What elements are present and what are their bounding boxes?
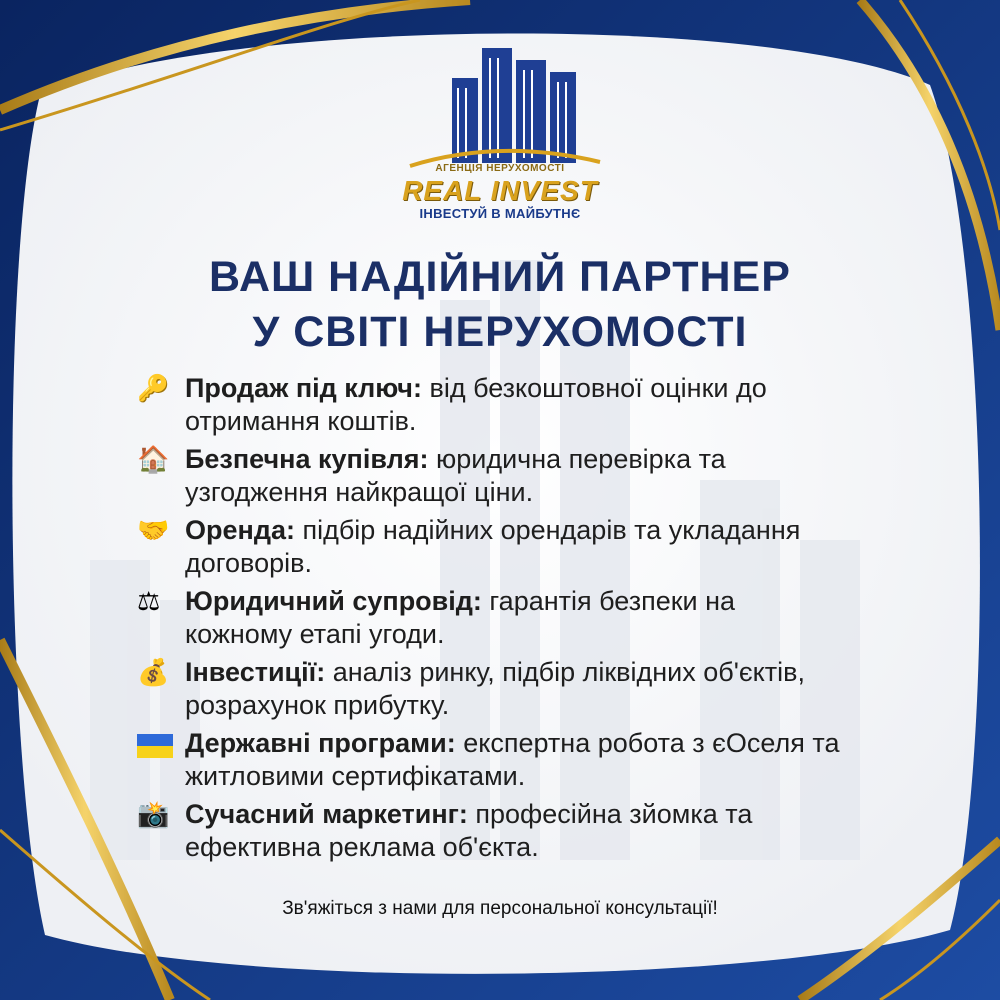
service-item-investments [137, 656, 967, 722]
service-item-marketing [137, 798, 967, 864]
scales-icon: ⚖ [137, 587, 161, 617]
service-text: підбір надійних орендарів та укладання [294, 515, 801, 545]
logo [390, 38, 610, 228]
service-item-state-programs [137, 727, 967, 793]
service-text: від безкоштовної оцінки до [421, 373, 767, 403]
service-text: аналіз ринку, підбір ліквідних об'єктів, [325, 657, 805, 687]
service-text-cont: розрахунок прибутку. [185, 690, 450, 720]
service-text-cont: узгодження найкращої ціни. [185, 477, 534, 507]
logo-brand: REAL INVEST [402, 175, 598, 206]
service-text: гарантія безпеки на [481, 586, 736, 616]
service-text-cont: кожному етапі угоди. [185, 619, 445, 649]
service-item-sale [137, 372, 967, 438]
service-text: професійна зйомка та [467, 799, 753, 829]
buildings-logo-icon [390, 38, 610, 168]
service-title: Юридичний супровід: [185, 586, 482, 616]
service-title: Продаж під ключ: [185, 373, 422, 403]
service-item-legal [137, 585, 967, 651]
logo-tagline: ІНВЕСТУЙ В МАЙБУТНЄ [419, 206, 581, 221]
headline-line-1: ВАШ НАДІЙНИЙ ПАРТНЕР [209, 253, 791, 301]
ukraine-flag-icon [137, 729, 177, 759]
house-icon: 🏠 [137, 445, 170, 475]
service-item-rent [137, 514, 967, 580]
service-text-cont: житловими сертифікатами. [185, 761, 526, 791]
contact-cta: Зв'яжіться з нами для персональної консультації! [282, 898, 718, 919]
service-text-cont: отримання коштів. [185, 406, 417, 436]
service-title: Державні програми: [185, 728, 456, 758]
service-title: Оренда: [185, 515, 295, 545]
service-text: експертна робота з єОселя та [455, 728, 840, 758]
camera-icon: 📸 [137, 800, 170, 830]
service-text: юридична перевірка та [428, 444, 726, 474]
service-item-purchase [137, 443, 967, 509]
services-list [137, 372, 967, 869]
money-bag-icon: 💰 [137, 658, 170, 688]
key-icon: 🔑 [137, 374, 170, 404]
headline-line-2: У СВІТІ НЕРУХОМОСТІ [252, 308, 748, 356]
logo-subtitle: АГЕНЦІЯ НЕРУХОМОСТІ [435, 163, 565, 174]
handshake-icon: 🤝 [137, 516, 170, 546]
service-text-cont: договорів. [185, 548, 312, 578]
service-title: Інвестиції: [185, 657, 326, 687]
service-text-cont: ефективна реклама об'єкта. [185, 832, 539, 862]
service-title: Безпечна купівля: [185, 444, 429, 474]
service-title: Сучасний маркетинг: [185, 799, 468, 829]
